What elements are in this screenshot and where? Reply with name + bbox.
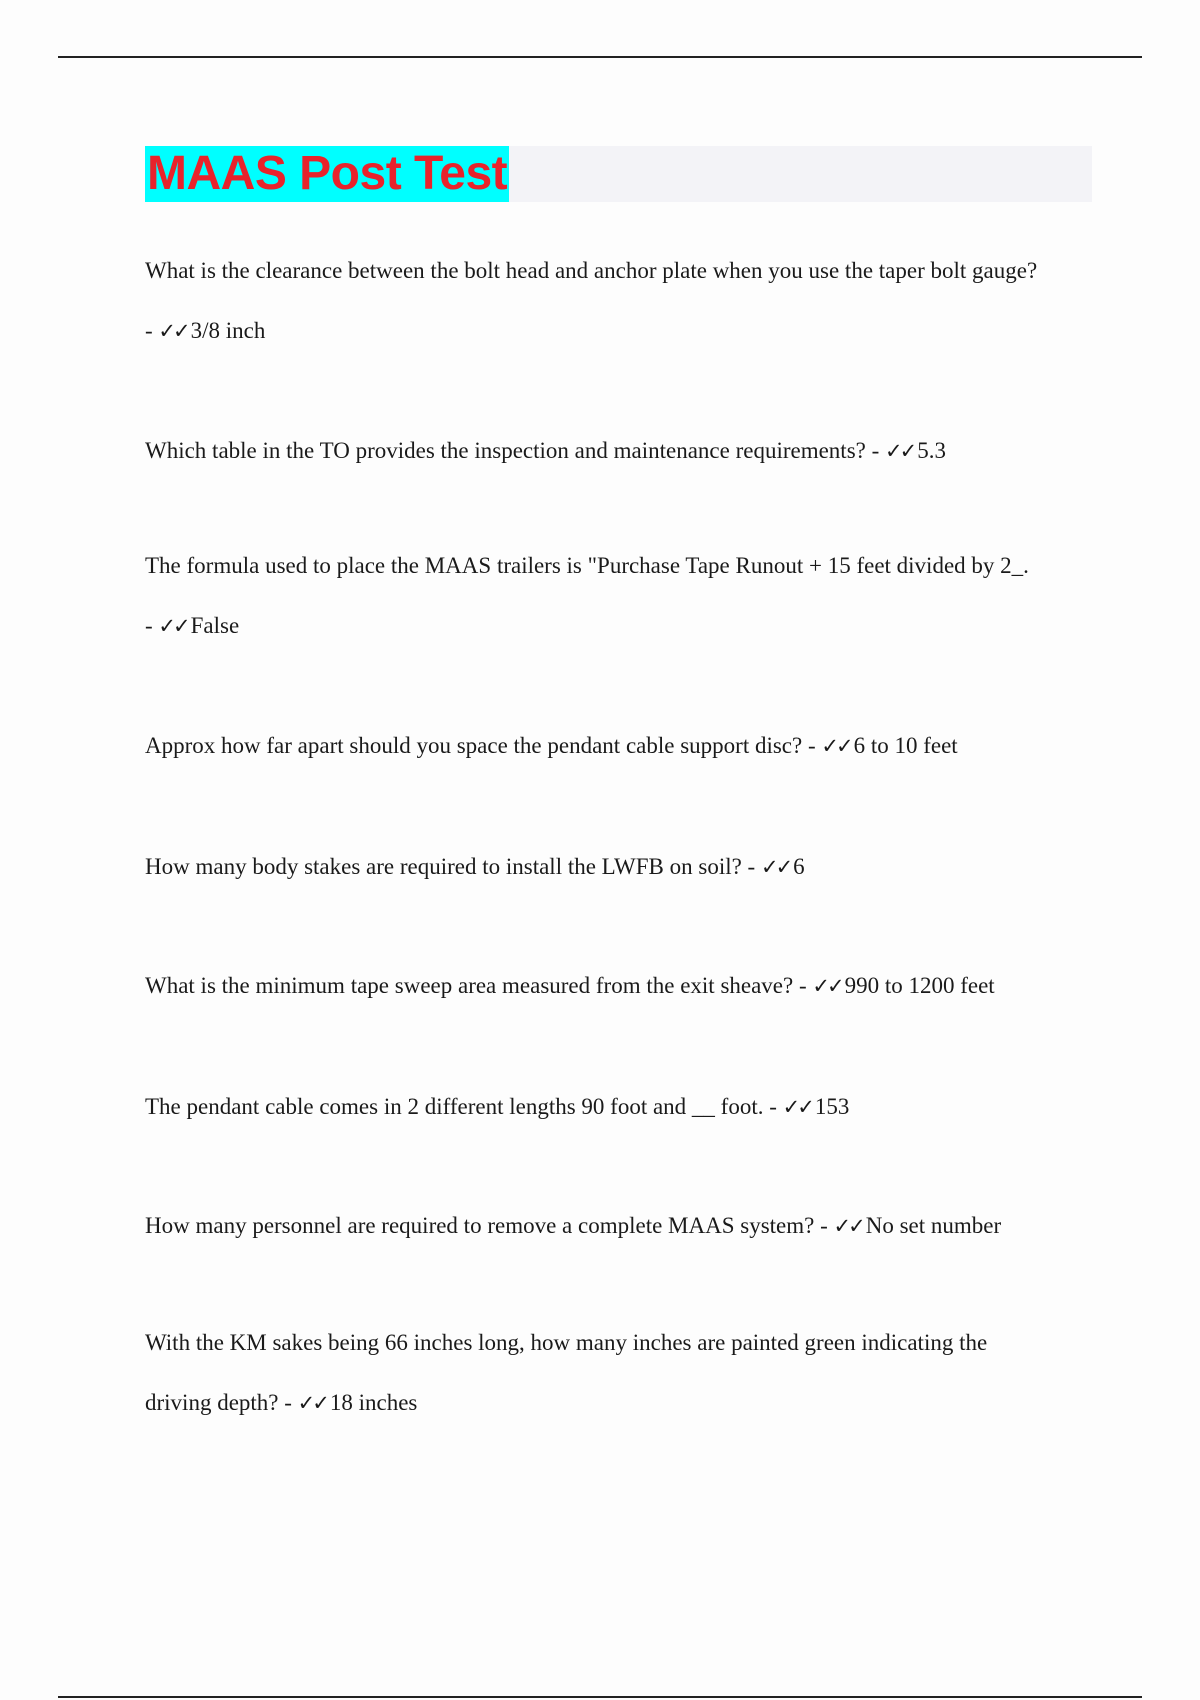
question-text: The pendant cable comes in 2 different lengths 90 foot and __ foot. - (145, 1094, 783, 1119)
answer-line (145, 301, 1095, 361)
answer-prefix: - (145, 318, 159, 343)
double-check-icon: ✓✓ (885, 439, 915, 463)
answer-text: False (190, 613, 240, 638)
question-text: What is the clearance between the bolt head and anchor plate when you use the taper bolt gauge? (145, 258, 1038, 283)
double-check-icon: ✓✓ (760, 855, 791, 879)
double-check-icon: ✓✓ (782, 1095, 812, 1119)
title-highlight (145, 146, 509, 202)
answer-text: 6 (793, 854, 805, 879)
qa-item-3 (145, 536, 1095, 656)
question-text: How many body stakes are required to install the LWFB on soil? - (145, 854, 761, 879)
double-check-icon: ✓✓ (158, 614, 188, 638)
answer-text: 153 (814, 1094, 850, 1119)
question-text: With the KM sakes being 66 inches long, how many inches are painted green indicating the (145, 1330, 988, 1355)
question-text: What is the minimum tape sweep area measured from the exit sheave? - (145, 973, 813, 998)
answer-prefix: - (145, 613, 159, 638)
double-check-icon: ✓✓ (833, 1214, 863, 1238)
double-check-icon: ✓✓ (297, 1391, 327, 1415)
qa-item-7 (145, 1077, 1095, 1137)
qa-item-6 (145, 956, 1095, 1016)
qa-item-8 (145, 1196, 1095, 1256)
double-check-icon: ✓✓ (158, 319, 188, 343)
qa-item-4 (145, 716, 1095, 776)
answer-text: 18 inches (329, 1390, 418, 1415)
answer-text: 6 to 10 feet (853, 733, 958, 758)
page-title: MAAS Post Test (147, 147, 508, 200)
top-rule (58, 56, 1142, 58)
bottom-rule (58, 1696, 1142, 1698)
qa-line (145, 716, 1095, 776)
qa-line (145, 1077, 1095, 1137)
answer-text: 5.3 (917, 438, 946, 463)
qa-line (145, 837, 1095, 897)
double-check-icon: ✓✓ (812, 974, 842, 998)
question-text: How many personnel are required to remove a complete MAAS system? - (145, 1213, 834, 1238)
question-text: The formula used to place the MAAS trailers is "Purchase Tape Runout + 15 feet divided by 2_. (145, 553, 1029, 578)
answer-line (145, 1373, 1095, 1433)
qa-line (145, 956, 1095, 1016)
answer-text: No set number (865, 1213, 1002, 1238)
question-text: Which table in the TO provides the inspection and maintenance requirements? - (145, 438, 886, 463)
answer-text: 990 to 1200 feet (844, 973, 995, 998)
qa-line (145, 1196, 1095, 1256)
qa-item-2 (145, 421, 1095, 481)
answer-text: 3/8 inch (190, 318, 266, 343)
answer-line (145, 596, 1095, 656)
qa-line (145, 421, 1095, 481)
question-text: Approx how far apart should you space the pendant cable support disc? - (145, 733, 822, 758)
qa-item-5 (145, 837, 1095, 897)
double-check-icon: ✓✓ (821, 734, 851, 758)
answer-prefix: driving depth? - (145, 1390, 298, 1415)
qa-item-1 (145, 241, 1095, 361)
qa-item-9 (145, 1313, 1095, 1433)
